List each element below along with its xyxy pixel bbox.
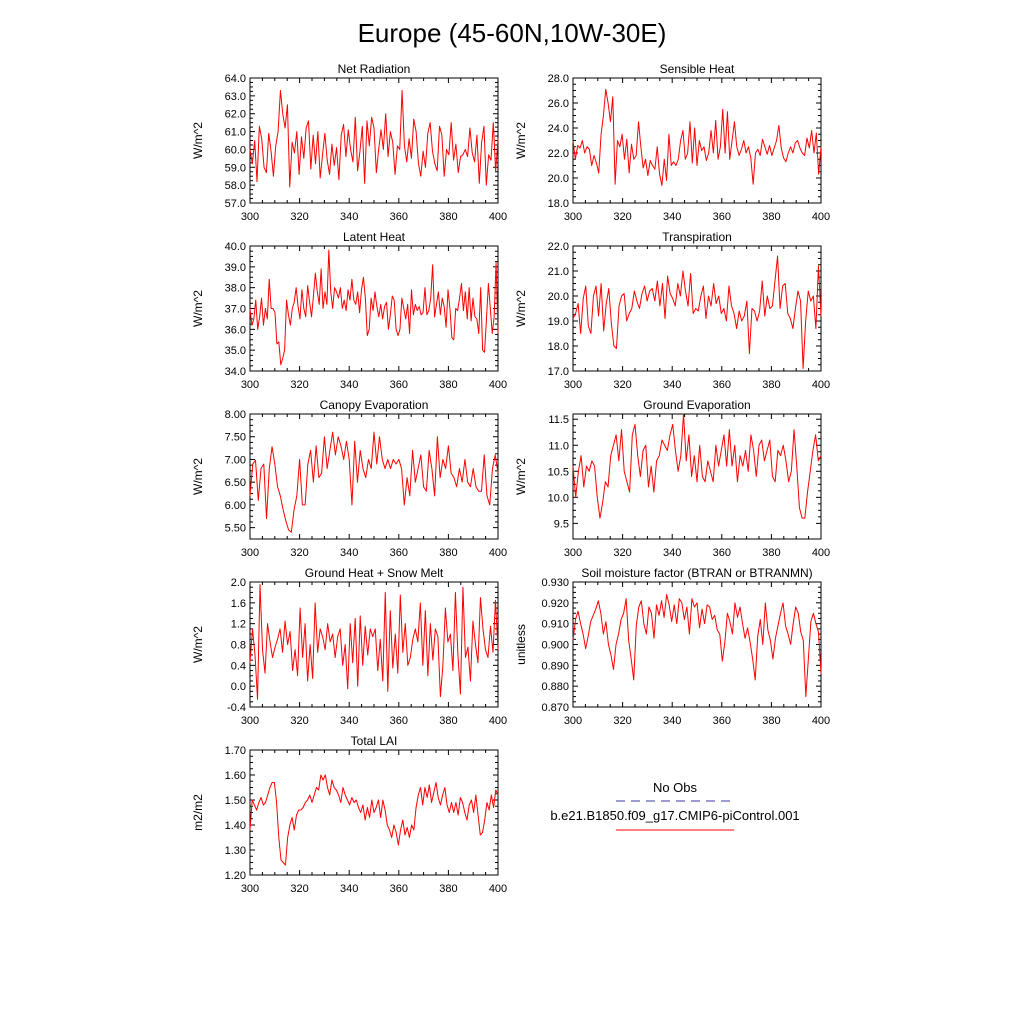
x-tick-label: 300: [240, 715, 260, 727]
y-tick-label: 62.0: [224, 108, 246, 121]
x-tick-label: 400: [488, 715, 508, 727]
y-axis-label: W/m^2: [514, 290, 528, 327]
x-tick-label: 360: [712, 379, 731, 391]
y-tick-label: 60.0: [224, 144, 246, 157]
y-axis-label: W/m^2: [514, 458, 528, 495]
y-tick-label: 37.0: [224, 303, 246, 316]
chart-panel-8: [514, 566, 830, 727]
y-tick-label: 24.0: [547, 123, 569, 135]
y-tick-label: 22.0: [547, 241, 569, 253]
x-tick-label: 300: [563, 715, 583, 727]
x-tick-label: 400: [488, 379, 508, 391]
y-tick-label: -0.4: [227, 702, 246, 714]
x-tick-label: 320: [613, 379, 632, 391]
legend-model-label: b.e21.B1850.f09_g17.CMIP6-piControl.001: [550, 808, 800, 823]
series-line: [250, 775, 498, 865]
x-tick-label: 380: [439, 883, 458, 895]
x-tick-label: 320: [290, 715, 309, 727]
x-tick-label: 340: [340, 211, 359, 223]
x-tick-label: 380: [762, 379, 781, 391]
y-tick-label: 40.0: [224, 241, 246, 253]
x-tick-label: 320: [613, 547, 632, 559]
x-tick-label: 360: [712, 715, 731, 727]
y-tick-label: 22.0: [547, 148, 569, 160]
y-tick-label: 61.0: [224, 126, 246, 139]
y-tick-label: 19.0: [547, 316, 569, 328]
chart-panel-1: [191, 62, 507, 223]
y-tick-label: 34.0: [224, 366, 246, 378]
x-tick-label: 300: [563, 547, 583, 559]
y-tick-label: 35.0: [224, 345, 246, 358]
chart-panel-7: [191, 566, 507, 727]
plot-frame: [250, 78, 498, 203]
x-tick-label: 340: [340, 547, 359, 559]
y-tick-label: 18.0: [547, 198, 569, 210]
y-tick-label: 21.0: [547, 266, 569, 278]
x-tick-label: 340: [340, 883, 359, 895]
y-tick-label: 63.0: [224, 90, 246, 103]
x-tick-label: 360: [389, 715, 408, 727]
x-tick-label: 300: [240, 883, 260, 895]
y-axis-label: m2/m2: [191, 794, 205, 831]
x-tick-label: 300: [240, 547, 260, 559]
y-tick-label: 1.40: [224, 820, 246, 832]
y-tick-label: 6.00: [224, 499, 246, 512]
x-tick-label: 360: [389, 547, 408, 559]
chart-panel-3: [191, 230, 507, 391]
x-tick-label: 360: [712, 547, 731, 559]
panel-title: Soil moisture factor (BTRAN or BTRANMN): [581, 566, 813, 580]
x-tick-label: 400: [488, 883, 508, 895]
y-tick-label: 1.2: [230, 618, 246, 631]
y-tick-label: 6.50: [224, 477, 246, 490]
x-tick-label: 400: [488, 547, 508, 559]
chart-panel-4: [514, 230, 830, 391]
x-tick-label: 380: [439, 379, 458, 391]
panels: [191, 62, 830, 895]
y-tick-label: 7.50: [224, 431, 246, 444]
chart-panel-9: [191, 734, 507, 895]
y-axis-label: W/m^2: [191, 122, 205, 159]
panel-title: Ground Evaporation: [643, 398, 751, 412]
series-line: [250, 432, 498, 532]
y-tick-label: 0.880: [541, 681, 569, 694]
y-axis-label: W/m^2: [191, 626, 205, 663]
chart-panel-5: [191, 398, 507, 559]
panel-title: Ground Heat + Snow Melt: [304, 566, 444, 580]
x-tick-label: 300: [240, 379, 260, 391]
series-line: [250, 250, 498, 365]
y-tick-label: 0.0: [230, 681, 246, 694]
y-tick-label: 0.920: [541, 597, 569, 610]
y-tick-label: 5.50: [224, 522, 246, 535]
y-tick-label: 10.5: [547, 466, 569, 479]
y-tick-label: 28.0: [547, 73, 569, 85]
y-axis-label: W/m^2: [514, 122, 528, 159]
y-tick-label: 26.0: [547, 98, 569, 110]
y-tick-label: 0.8: [230, 639, 246, 652]
panel-title: Canopy Evaporation: [319, 398, 429, 412]
x-tick-label: 380: [762, 715, 781, 727]
chart-panel-6: [514, 398, 830, 559]
figure-title: Europe (45-60N,10W-30E): [357, 18, 667, 48]
panel-title: Net Radiation: [337, 62, 411, 76]
x-tick-label: 400: [488, 211, 508, 223]
x-tick-label: 400: [811, 379, 831, 391]
x-tick-label: 380: [439, 715, 458, 727]
y-tick-label: 0.4: [230, 660, 246, 673]
y-tick-label: 0.900: [541, 639, 569, 652]
y-tick-label: 0.910: [541, 618, 569, 631]
y-tick-label: 1.50: [224, 795, 246, 807]
panel-title: Transpiration: [662, 230, 732, 244]
x-tick-label: 320: [290, 211, 309, 223]
x-tick-label: 340: [663, 547, 682, 559]
x-tick-label: 320: [613, 211, 632, 223]
legend: [550, 780, 799, 830]
y-tick-label: 7.00: [224, 454, 246, 467]
plot-frame: [573, 582, 821, 707]
y-tick-label: 0.890: [541, 660, 569, 673]
x-tick-label: 300: [563, 211, 583, 223]
y-axis-label: unitless: [514, 624, 528, 665]
series-line: [573, 89, 821, 185]
x-tick-label: 360: [389, 379, 408, 391]
x-tick-label: 360: [712, 211, 731, 223]
y-tick-label: 11.0: [548, 440, 569, 453]
y-tick-label: 20.0: [547, 291, 569, 303]
y-tick-label: 9.5: [553, 518, 569, 531]
y-tick-label: 38.0: [224, 282, 246, 295]
x-tick-label: 360: [389, 211, 408, 223]
x-tick-label: 320: [613, 715, 632, 727]
series-line: [573, 256, 821, 369]
x-tick-label: 380: [762, 211, 781, 223]
y-tick-label: 1.6: [230, 597, 246, 610]
y-tick-label: 39.0: [224, 261, 246, 274]
y-tick-label: 1.60: [224, 770, 246, 782]
x-tick-label: 360: [389, 883, 408, 895]
y-tick-label: 57.0: [224, 198, 246, 210]
y-tick-label: 36.0: [224, 324, 246, 337]
y-tick-label: 11.5: [548, 414, 569, 427]
x-tick-label: 300: [563, 379, 583, 391]
y-tick-label: 10.0: [547, 492, 569, 505]
series-line: [250, 91, 498, 187]
y-axis-label: W/m^2: [191, 458, 205, 495]
x-tick-label: 340: [663, 211, 682, 223]
panel-title: Latent Heat: [342, 230, 406, 244]
x-tick-label: 340: [340, 379, 359, 391]
y-tick-label: 0.870: [541, 702, 569, 714]
y-tick-label: 17.0: [547, 366, 569, 378]
panel-title: Total LAI: [350, 734, 398, 748]
y-tick-label: 64.0: [224, 73, 246, 85]
series-line: [573, 414, 821, 518]
x-tick-label: 400: [811, 547, 831, 559]
y-tick-label: 0.930: [541, 577, 569, 589]
x-tick-label: 380: [439, 211, 458, 223]
legend-obs-label: No Obs: [652, 780, 698, 795]
x-tick-label: 320: [290, 379, 309, 391]
x-tick-label: 400: [811, 715, 831, 727]
y-tick-label: 1.70: [224, 745, 246, 757]
x-tick-label: 340: [663, 715, 682, 727]
y-tick-label: 58.0: [224, 180, 246, 193]
y-tick-label: 18.0: [547, 341, 569, 353]
y-tick-label: 1.20: [224, 870, 246, 882]
y-tick-label: 20.0: [547, 173, 569, 185]
series-line: [250, 585, 498, 700]
x-tick-label: 380: [762, 547, 781, 559]
y-axis-label: W/m^2: [191, 290, 205, 327]
chart-panel-2: [514, 62, 830, 223]
x-tick-label: 400: [811, 211, 831, 223]
plot-frame: [573, 78, 821, 203]
y-tick-label: 8.00: [224, 409, 246, 421]
panel-title: Sensible Heat: [659, 62, 735, 76]
y-tick-label: 59.0: [224, 162, 246, 175]
x-tick-label: 380: [439, 547, 458, 559]
y-tick-label: 1.30: [224, 845, 246, 857]
x-tick-label: 320: [290, 883, 309, 895]
x-tick-label: 340: [663, 379, 682, 391]
x-tick-label: 320: [290, 547, 309, 559]
series-line: [573, 595, 821, 697]
x-tick-label: 340: [340, 715, 359, 727]
x-tick-label: 300: [240, 211, 260, 223]
y-tick-label: 2.0: [230, 577, 246, 589]
